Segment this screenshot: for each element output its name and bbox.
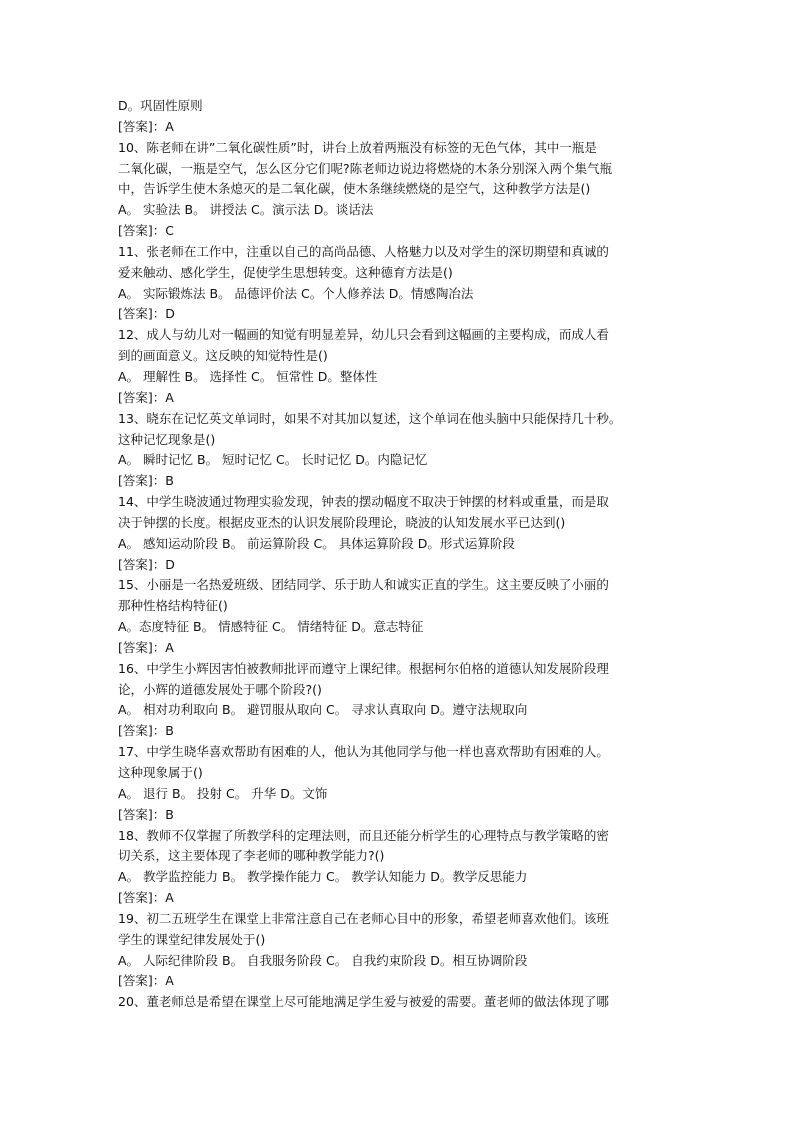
answer-line: [答案]：B bbox=[118, 806, 174, 822]
text-line: 爱来触动、感化学生，促使学生思想转变。这种德育方法是() bbox=[118, 264, 453, 280]
text-line: 二氧化碳，一瓶是空气，怎么区分它们呢?陈老师边说边将燃烧的木条分别深入两个集气瓶 bbox=[118, 160, 613, 176]
answer-line: [答案]：A bbox=[118, 639, 174, 655]
options-line: A。 相对功利取向 B。 避罚服从取向 C。 寻求认真取向 D。遵守法规取向 bbox=[118, 702, 528, 718]
answer-line: [答案]：A bbox=[118, 389, 174, 405]
question-line: 19、初二五班学生在课堂上非常注意自己在老师心目中的形象，希望老师喜欢他们。该班 bbox=[118, 910, 609, 926]
options-line: A。 退行 B。 投射 C。 升华 D。文饰 bbox=[118, 785, 328, 801]
options-line: A。 理解性 B。 选择性 C。 恒常性 D。整体性 bbox=[118, 368, 378, 384]
question-line: 11、张老师在工作中，注重以自己的高尚品德、人格魅力以及对学生的深切期望和真诚的 bbox=[118, 243, 609, 259]
question-line: 12、成人与幼儿对一幅画的知觉有明显差异，幼儿只会看到这幅画的主要构成，而成人看 bbox=[118, 327, 609, 343]
document-body bbox=[118, 96, 678, 1013]
question-line: 10、陈老师在讲”二氧化碳性质”时，讲台上放着两瓶没有标签的无色气体，其中一瓶是 bbox=[118, 139, 597, 155]
question-line: 16、中学生小辉因害怕被教师批评而遵守上课纪律。根据柯尔伯格的道德认知发展阶段理 bbox=[118, 660, 609, 676]
options-line: A。 人际纪律阶段 B。 自我服务阶段 C。 自我约束阶段 D。相互协调阶段 bbox=[118, 952, 528, 968]
text-line: 切关系，这主要体现了李老师的哪种教学能力?() bbox=[118, 848, 385, 864]
answer-line: [答案]：A bbox=[118, 118, 174, 134]
answer-line: [答案]：B bbox=[118, 723, 174, 739]
options-line: A。 实验法 B。 讲授法 C。演示法 D。谈话法 bbox=[118, 202, 374, 218]
options-line: A。 教学监控能力 B。 教学操作能力 C。 教学认知能力 D。教学反思能力 bbox=[118, 869, 528, 885]
answer-line: [答案]：B bbox=[118, 473, 174, 489]
text-line: 决于钟摆的长度。根据皮亚杰的认识发展阶段理论，晓波的认知发展水平已达到() bbox=[118, 514, 566, 530]
question-line: 20、董老师总是希望在课堂上尽可能地满足学生爱与被爱的需要。董老师的做法体现了哪 bbox=[118, 994, 609, 1010]
text-line: 论，小辉的道德发展处于哪个阶段?() bbox=[118, 681, 322, 697]
text-line: D。巩固性原则 bbox=[118, 98, 203, 113]
answer-line: [答案]：D bbox=[118, 556, 175, 572]
question-line: 14、中学生晓波通过物理实验发现，钟表的摆动幅度不取决于钟摆的材料或重量，而是取 bbox=[118, 494, 609, 510]
options-line: A。 感知运动阶段 B。 前运算阶段 C。 具体运算阶段 D。形式运算阶段 bbox=[118, 535, 515, 551]
answer-line: [答案]：A bbox=[118, 973, 174, 989]
options-line: A。 瞬时记忆 B。 短时记忆 C。 长时记忆 D。内隐记忆 bbox=[118, 452, 428, 468]
answer-line: [答案]：D bbox=[118, 306, 175, 322]
question-line: 13、晓东在记忆英文单词时，如果不对其加以复述，这个单词在他头脑中只能保持几十秒。 bbox=[118, 410, 622, 426]
text-line: 学生的课堂纪律发展处于() bbox=[118, 931, 266, 947]
question-line: 18、教师不仅掌握了所教学科的定理法则，而且还能分析学生的心理特点与教学策略的密 bbox=[118, 827, 609, 843]
answer-line: [答案]：C bbox=[118, 223, 174, 239]
text-line: 这种记忆现象是() bbox=[118, 431, 216, 447]
text-line: 中，告诉学生使木条熄灭的是二氧化碳，使木条继续燃烧的是空气，这种教学方法是() bbox=[118, 181, 591, 197]
question-line: 15、小丽是一名热爱班级、团结同学、乐于助人和诚实正直的学生。这主要反映了小丽的 bbox=[118, 577, 609, 593]
answer-line: [答案]：A bbox=[118, 890, 174, 906]
text-line: 到的画面意义。这反映的知觉特性是() bbox=[118, 348, 328, 364]
question-line: 17、中学生晓华喜欢帮助有困难的人，他认为其他同学与他一样也喜欢帮助有困难的人。 bbox=[118, 744, 609, 760]
text-line: 这种现象属于() bbox=[118, 765, 203, 780]
text-line: 那种性格结构特征() bbox=[118, 598, 228, 614]
options-line: A。 实际锻炼法 B。 品德评价法 C。个人修养法 D。情感陶冶法 bbox=[118, 285, 474, 301]
options-line: A。态度特征 B。 情感特征 C。 情绪特征 D。意志特征 bbox=[118, 619, 424, 635]
